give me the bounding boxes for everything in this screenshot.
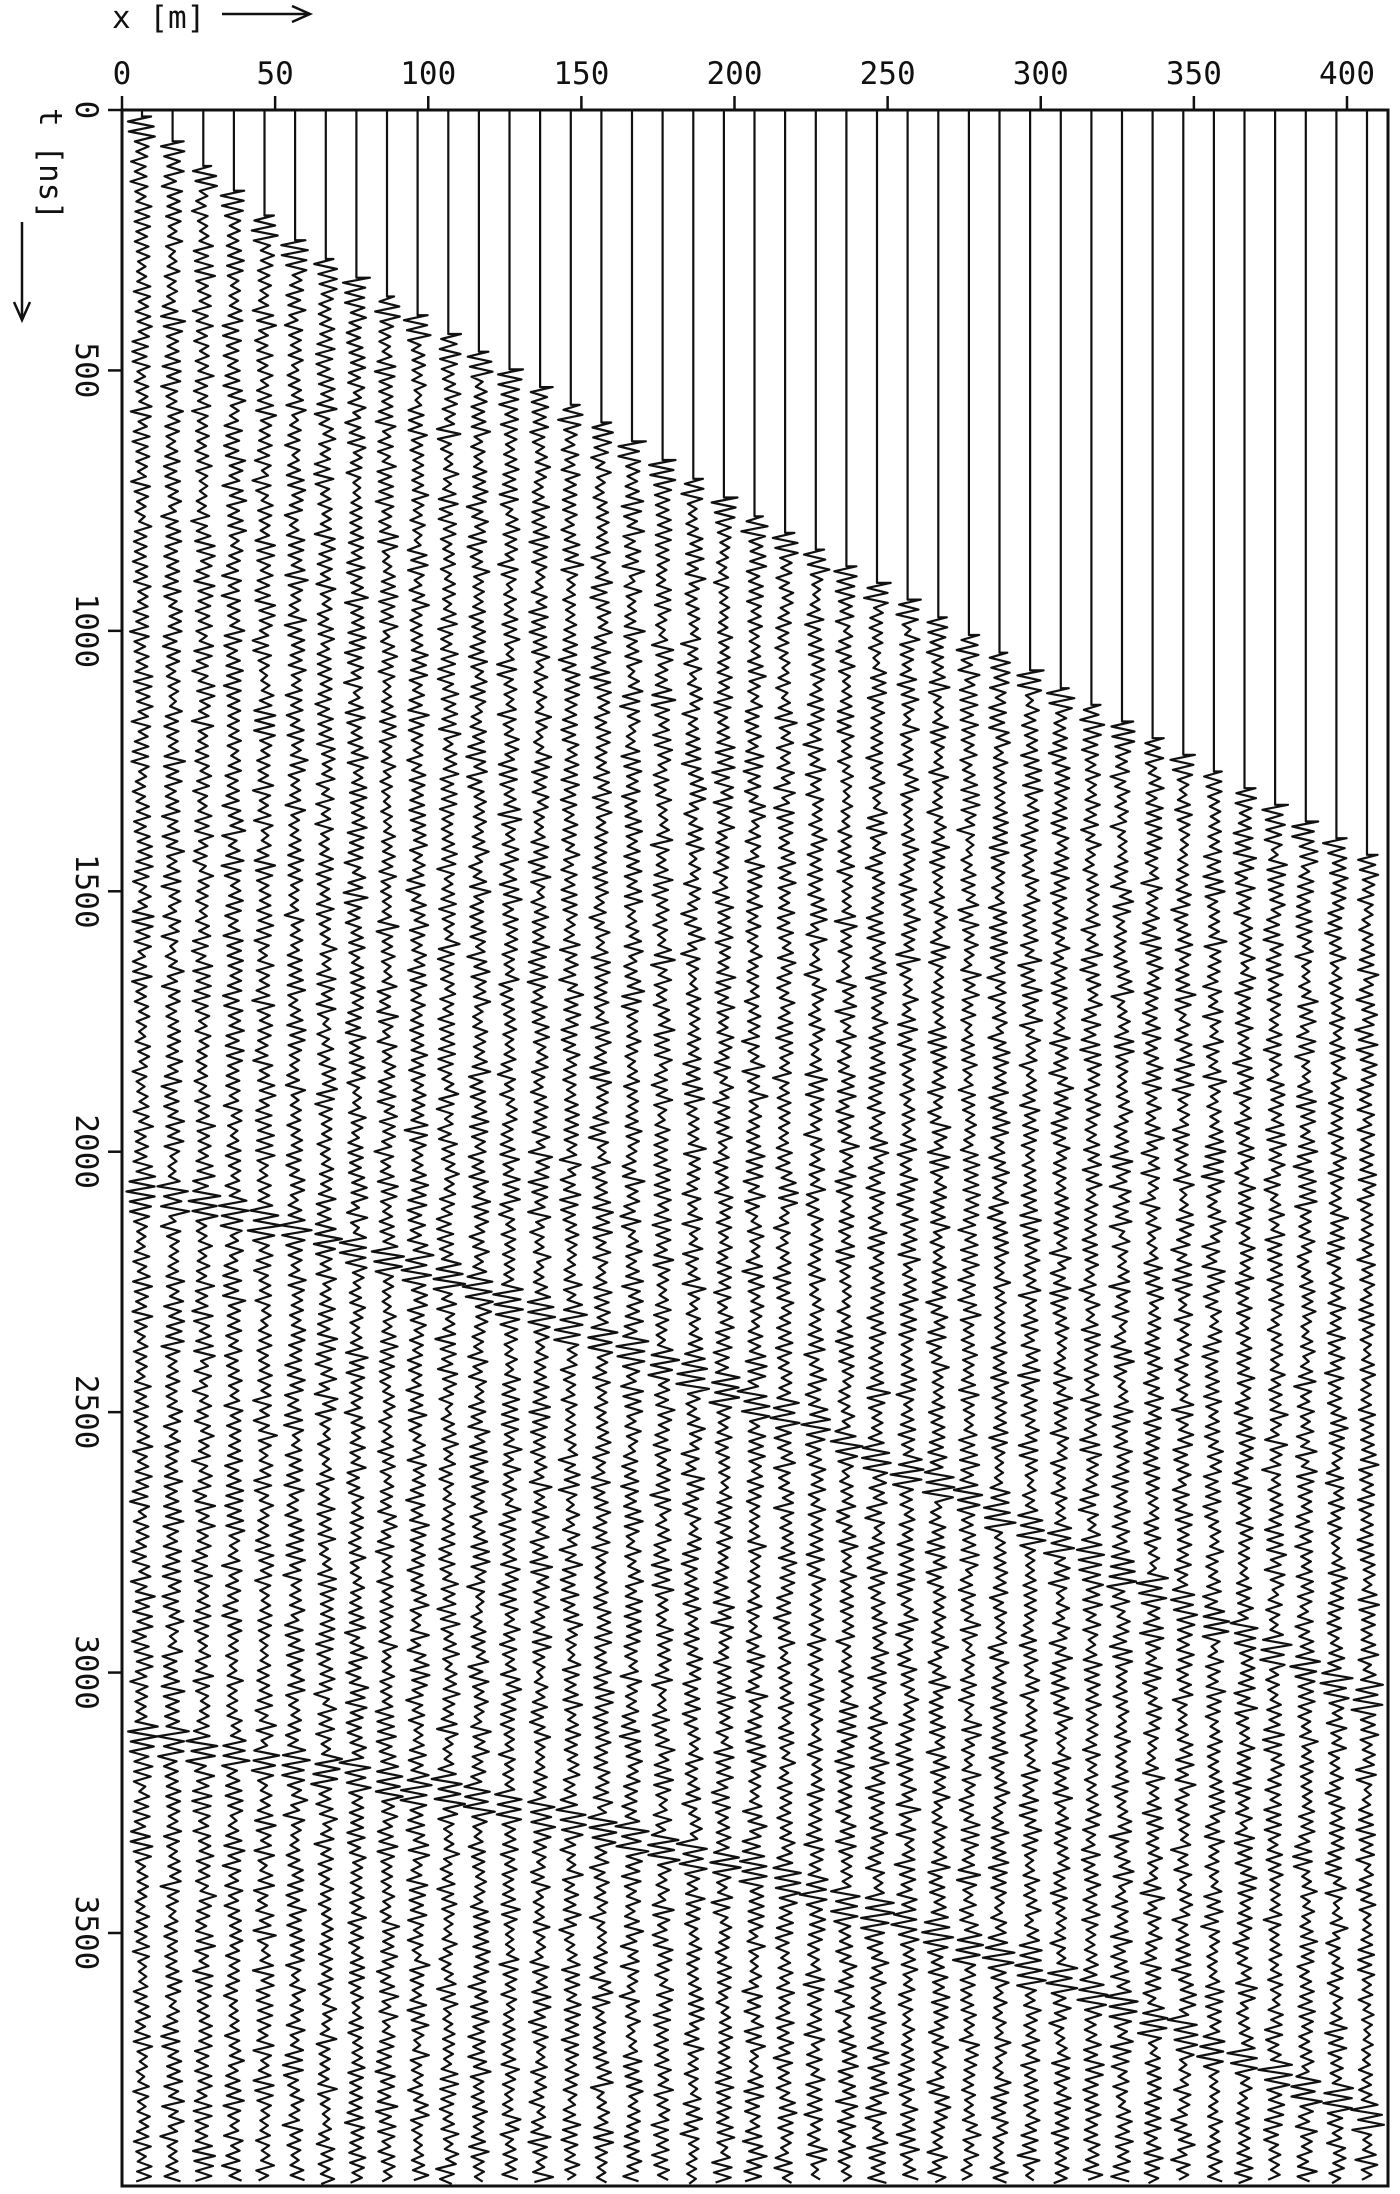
x-tick-label: 150 [553,56,610,92]
y-tick-label: 1000 [68,593,104,669]
x-tick-label: 350 [1165,56,1222,92]
x-tick-label: 300 [1012,56,1069,92]
y-tick-label: 1500 [68,853,104,929]
y-tick-label: 3000 [68,1635,104,1710]
y-tick-label: 2500 [68,1374,104,1450]
x-tick-label: 50 [256,56,294,92]
x-tick-label: 200 [706,56,763,92]
x-axis-title: x [m] [112,0,206,36]
y-tick-label: 0 [68,100,104,120]
y-tick-label: 3500 [68,1895,104,1971]
x-tick-label: 400 [1319,56,1375,92]
x-tick-label: 0 [112,56,132,92]
y-tick-label: 500 [68,342,104,399]
y-axis-title: t [ns] [32,108,68,220]
x-tick-label: 250 [859,56,916,92]
x-tick-label: 100 [400,56,457,92]
y-tick-label: 2000 [68,1114,104,1190]
